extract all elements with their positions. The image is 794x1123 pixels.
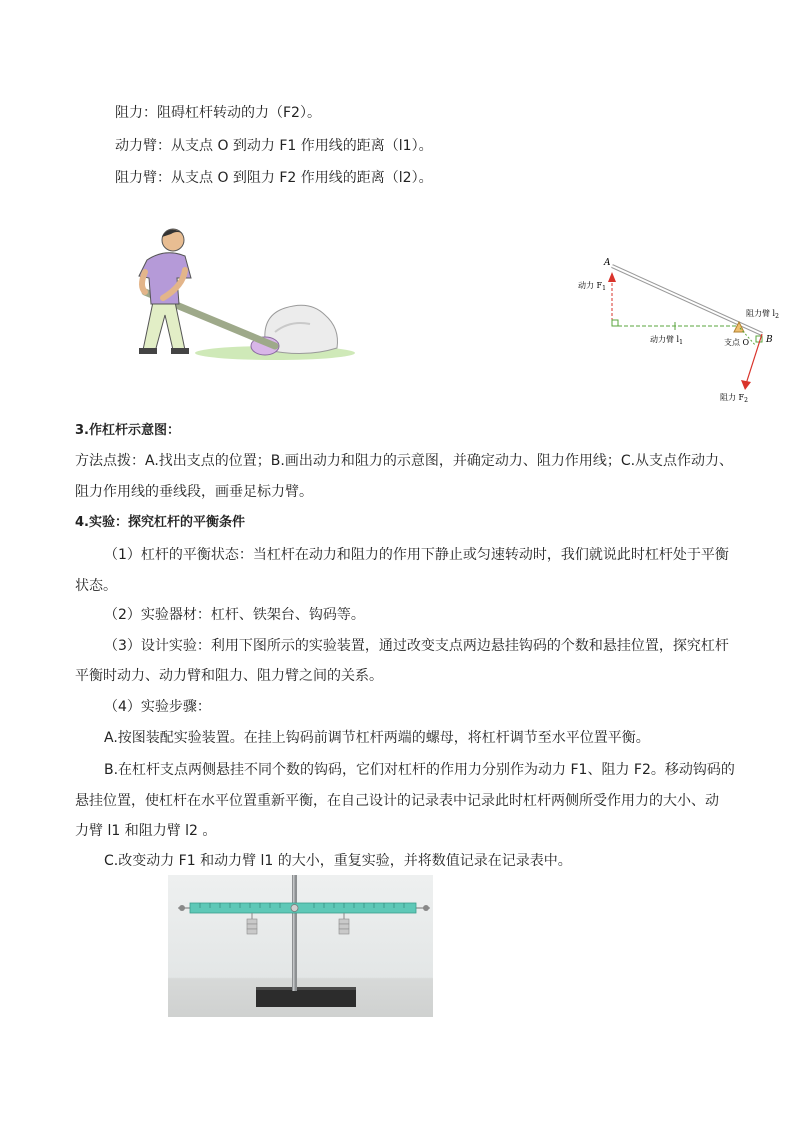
section4-p3-line2: 平衡时动力、动力臂和阻力、阻力臂之间的关系。 [75,668,383,684]
stand-base [256,989,356,1007]
definition-resistance-force: 阻力：阻碍杠杆转动的力（F2）。 [115,105,321,121]
lever-bar [190,903,416,913]
section4-p3-line1: （3）设计实验：利用下图所示的实验装置，通过改变支点两边悬挂钩码的个数和悬挂位置，探究杠杆 [104,638,729,654]
definition-resistance-arm: 阻力臂：从支点 O 到阻力 F2 作用线的距离（l2）。 [115,170,433,186]
experiment-apparatus-photo [168,875,433,1017]
point-b-label: B [766,335,773,345]
definition-effort-arm: 动力臂：从支点 O 到动力 F1 作用线的距离（l1）。 [115,138,433,154]
section4-heading: 4.实验：探究杠杆的平衡条件 [75,515,245,530]
section3-method-line1: 方法点拨：A.找出支点的位置；B.画出动力和阻力的示意图，并确定动力、阻力作用线；C.从支点作动力、 [75,453,734,469]
section4-step-c: C.改变动力 F1 和动力臂 l1 的大小，重复实验，并将数值记录在记录表中。 [104,853,572,869]
man-lever-illustration [125,220,360,365]
section4-p1-line1: （1）杠杆的平衡状态：当杠杆在动力和阻力的作用下静止或匀速转动时，我们就说此时杠杆处于平衡 [104,547,729,563]
section3-heading: 3.作杠杆示意图： [75,423,180,438]
effort-force-label: 动力 $F_1$ [578,281,606,292]
effort-arm-label: 动力臂 $l_1$ [650,335,683,346]
fulcrum-label: 支点 O [724,338,750,347]
section4-step-b-line3: 力臂 l1 和阻力臂 l2 。 [75,823,217,839]
lever-pivot [291,905,298,912]
resistance-force-label: 阻力 $F_2$ [720,393,748,404]
point-a-label: A [604,258,611,268]
lever-force-diagram [570,248,794,408]
resistance-arm-label: 阻力臂 $l_2$ [746,309,779,320]
section4-p4: （4）实验步骤： [104,699,211,715]
section4-p1-line2: 状态。 [75,578,117,594]
section4-step-a: A.按图装配实验装置。在挂上钩码前调节杠杆两端的螺母，将杠杆调节至水平位置平衡。 [104,730,650,746]
section3-method-line2: 阻力作用线的垂线段，画垂足标力臂。 [75,484,313,500]
section4-step-b-line1: B.在杠杆支点两侧悬挂不同个数的钩码，它们对杠杆的作用力分别作为动力 F1、阻力 F2。移动钩码的 [104,762,735,778]
section4-step-b-line2: 悬挂位置，使杠杆在水平位置重新平衡，在自己设计的记录表中记录此时杠杆两侧所受作用力的大小、动 [75,793,719,809]
section4-p2: （2）实验器材：杠杆、铁架台、钩码等。 [104,607,365,623]
